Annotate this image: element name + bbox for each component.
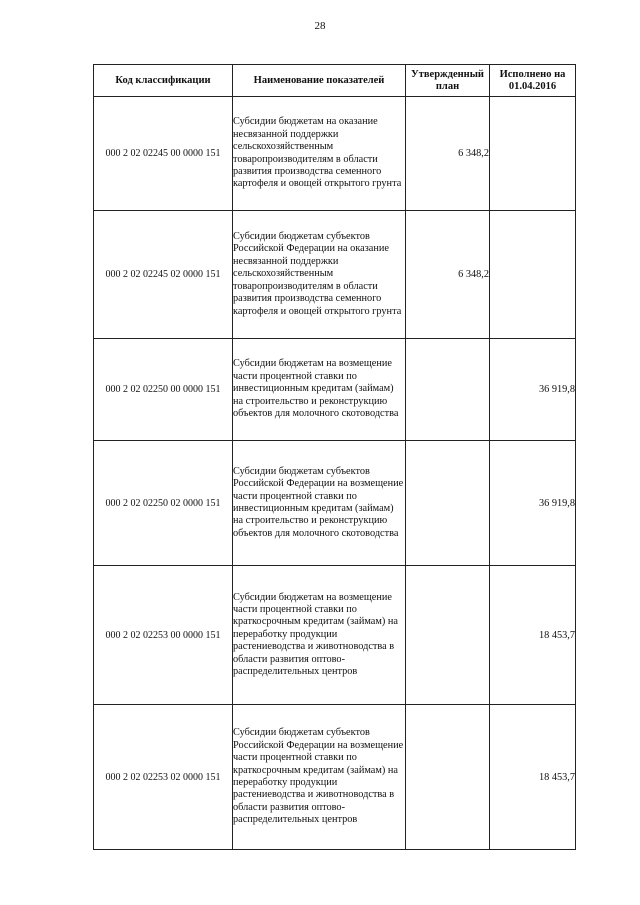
row-name: Субсидии бюджетам субъектов Российской Федерации на возмещение части процентной ставки по краткосрочным кредитам (займам) на переработку продукции растениеводства и животноводства в области развития оптово-распределительных центров bbox=[233, 705, 406, 850]
table-header-row bbox=[94, 65, 576, 97]
page-number: 28 bbox=[314, 20, 326, 32]
row-code: 000 2 02 02250 00 0000 151 bbox=[94, 339, 233, 441]
table-row bbox=[94, 566, 576, 705]
header-plan: Утвержденный план bbox=[406, 65, 490, 97]
row-name: Субсидии бюджетам на возмещение части процентной ставки по краткосрочным кредитам (займам) на переработку продукции растениеводства и животноводства в области развития оптово-распределительных центров bbox=[233, 566, 406, 705]
row-plan bbox=[406, 705, 490, 850]
header-code: Код классификации bbox=[94, 65, 233, 97]
row-code: 000 2 02 02253 00 0000 151 bbox=[94, 566, 233, 705]
row-plan: 6 348,2 bbox=[406, 211, 490, 339]
row-name: Субсидии бюджетам на оказание несвязанной поддержки сельскохозяйственным товаропроизводителям в области развития производства семенного картофеля и овощей открытого грунта bbox=[233, 97, 406, 211]
row-plan bbox=[406, 339, 490, 441]
table-row bbox=[94, 705, 576, 850]
table-row bbox=[94, 211, 576, 339]
row-done: 18 453,7 bbox=[490, 705, 576, 850]
row-code: 000 2 02 02245 00 0000 151 bbox=[94, 97, 233, 211]
row-code: 000 2 02 02245 02 0000 151 bbox=[94, 211, 233, 339]
header-name: Наименование показателей bbox=[233, 65, 406, 97]
row-name: Субсидии бюджетам на возмещение части процентной ставки по инвестиционным кредитам (займам) на строительство и реконструкцию объектов для молочного скотоводства bbox=[233, 339, 406, 441]
header-done: Исполнено на 01.04.2016 bbox=[490, 65, 576, 97]
row-done: 36 919,8 bbox=[490, 441, 576, 566]
row-code: 000 2 02 02253 02 0000 151 bbox=[94, 705, 233, 850]
row-done bbox=[490, 97, 576, 211]
table-row bbox=[94, 339, 576, 441]
table-row bbox=[94, 97, 576, 211]
row-plan bbox=[406, 566, 490, 705]
budget-table bbox=[93, 64, 576, 850]
row-done bbox=[490, 211, 576, 339]
row-name: Субсидии бюджетам субъектов Российской Федерации на возмещение части процентной ставки по инвестиционным кредитам (займам) на строительство и реконструкцию объектов для молочного скотоводства bbox=[233, 441, 406, 566]
row-plan: 6 348,2 bbox=[406, 97, 490, 211]
row-done: 18 453,7 bbox=[490, 566, 576, 705]
row-name: Субсидии бюджетам субъектов Российской Федерации на оказание несвязанной поддержки сельскохозяйственным товаропроизводителям в области развития производства семенного картофеля и овощей открытого грунта bbox=[233, 211, 406, 339]
row-code: 000 2 02 02250 02 0000 151 bbox=[94, 441, 233, 566]
row-done: 36 919,8 bbox=[490, 339, 576, 441]
table-row bbox=[94, 441, 576, 566]
row-plan bbox=[406, 441, 490, 566]
